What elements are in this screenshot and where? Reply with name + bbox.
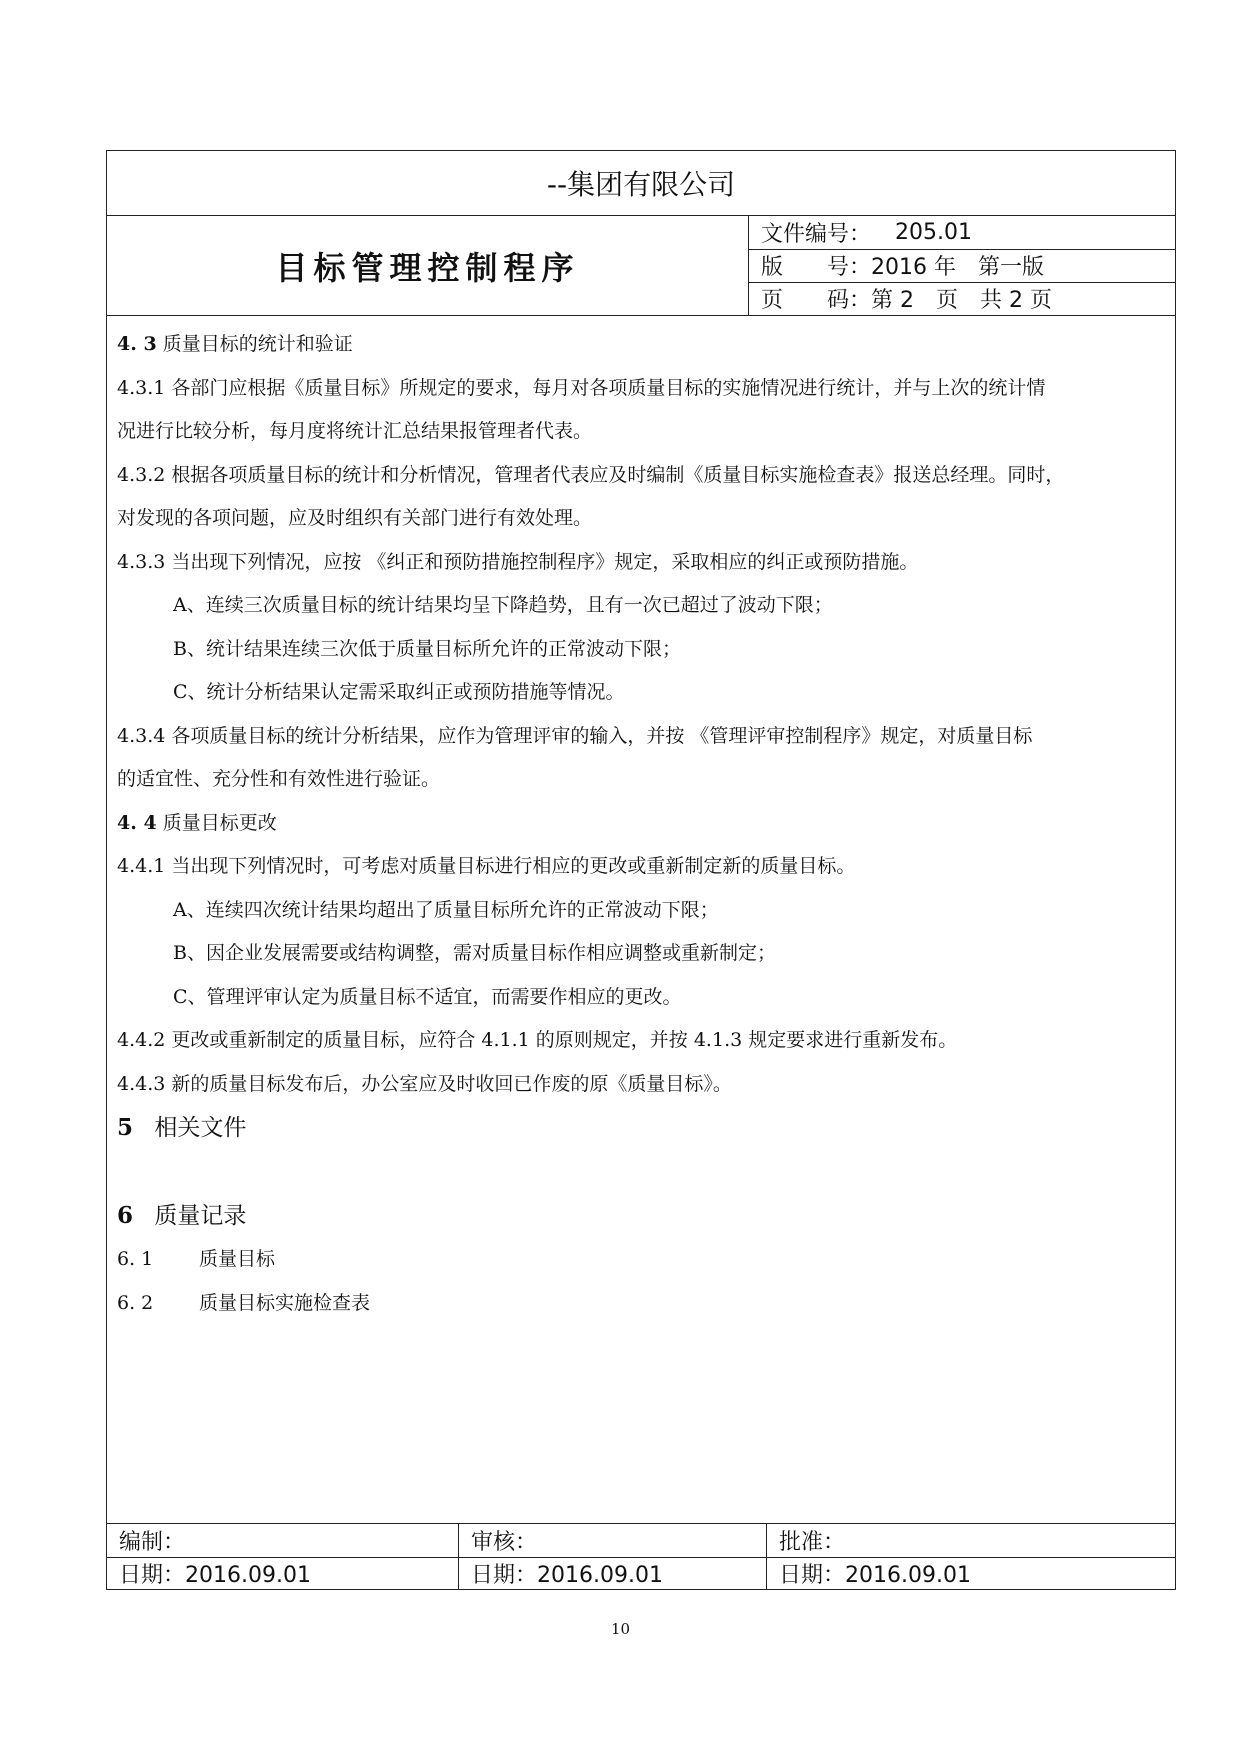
section-number: 5 bbox=[117, 1114, 134, 1141]
approved-date: 日期：2016.09.01 bbox=[779, 1562, 971, 1588]
signature-table bbox=[107, 1523, 1175, 1589]
list-item: B、统计结果连续三次低于质量目标所允许的正常波动下限； bbox=[173, 637, 681, 660]
prepared-date: 日期：2016.09.01 bbox=[107, 1558, 459, 1590]
section-title: 质量目标的统计和验证 bbox=[162, 333, 353, 355]
doc-meta bbox=[749, 216, 1175, 315]
paragraph: 的适宜性、充分性和有效性进行验证。 bbox=[117, 768, 441, 790]
list-item: A、连续三次质量目标的统计结果均呈下降趋势，且有一次已超过了波动下限； bbox=[173, 594, 833, 616]
record-item bbox=[117, 1282, 1165, 1326]
section-title: 质量记录 bbox=[154, 1203, 247, 1229]
record-title: 质量目标实施检查表 bbox=[199, 1291, 371, 1314]
record-number: 6. 1 bbox=[117, 1248, 154, 1270]
spacer bbox=[117, 1150, 1165, 1194]
paragraph: 4.4.2 更改或重新制定的质量目标，应符合 4.1.1 的原则规定，并按 4.1.3 规定要求进行重新发布。 bbox=[117, 1029, 958, 1051]
list-item: B、因企业发展需要或结构调整，需对质量目标作相应调整或重新制定； bbox=[173, 942, 776, 964]
list-item: C、管理评审认定为质量目标不适宜，而需要作相应的更改。 bbox=[173, 985, 682, 1008]
page-value: 第 2 页 共 2 页 bbox=[871, 288, 1052, 314]
section-title: 质量目标更改 bbox=[162, 811, 277, 834]
section-number: 6 bbox=[117, 1202, 134, 1229]
page-row bbox=[749, 282, 1175, 315]
record-item bbox=[117, 1238, 1165, 1282]
document-title: 目标管理控制程序 bbox=[107, 216, 749, 315]
list-item: A、连续四次统计结果均超出了质量目标所允许的正常波动下限； bbox=[173, 898, 719, 921]
paragraph: 4.4.1 当出现下列情况时，可考虑对质量目标进行相应的更改或重新制定新的质量目标。 bbox=[117, 855, 856, 877]
section-number: 4. 4 bbox=[117, 811, 157, 834]
section-title: 相关文件 bbox=[154, 1115, 247, 1141]
file-number-label: 文件编号： bbox=[761, 221, 872, 247]
page-label: 页 码： bbox=[761, 288, 872, 314]
file-number-value: 205.01 bbox=[895, 219, 972, 245]
file-number-row bbox=[749, 216, 1175, 249]
company-name: --集团有限公司 bbox=[107, 151, 1175, 216]
paragraph: 况进行比较分析，每月度将统计汇总结果报管理者代表。 bbox=[117, 420, 593, 442]
document-frame bbox=[106, 150, 1176, 1590]
date-row bbox=[107, 1557, 1175, 1590]
paragraph: 对发现的各项问题，应及时组织有关部门进行有效处理。 bbox=[117, 507, 593, 529]
paragraph: 4.3.2 根据各项质量目标的统计和分析情况，管理者代表应及时编制《质量目标实施检查表》报送总经理。同时， bbox=[117, 463, 1065, 486]
prepared-by-label: 编制： bbox=[107, 1524, 459, 1557]
reviewed-by-label: 审核： bbox=[459, 1524, 767, 1557]
version-label: 版 号： bbox=[761, 255, 872, 281]
paragraph: 4.3.1 各部门应根据《质量目标》所规定的要求，每月对各项质量目标的实施情况进行统计，并与上次的统计情 bbox=[117, 376, 1046, 399]
approved-by-label: 批准： bbox=[779, 1529, 846, 1555]
document-body bbox=[117, 323, 1165, 1463]
section-heading bbox=[117, 323, 1165, 367]
doc-header bbox=[107, 216, 1175, 316]
version-row bbox=[749, 249, 1175, 282]
list-item: C、统计分析结果认定需采取纠正或预防措施等情况。 bbox=[173, 681, 625, 703]
record-title: 质量目标 bbox=[199, 1248, 276, 1270]
paragraph: 4.4.3 新的质量目标发布后，办公室应及时收回已作废的原《质量目标》。 bbox=[117, 1072, 732, 1095]
section-heading bbox=[117, 1194, 1165, 1238]
section-number: 4. 3 bbox=[117, 333, 157, 355]
reviewed-date: 日期：2016.09.01 bbox=[459, 1558, 767, 1590]
paragraph: 4.3.3 当出现下列情况，应按 《纠正和预防措施控制程序》规定，采取相应的纠正或预防措施。 bbox=[117, 550, 919, 573]
section-heading bbox=[117, 802, 1165, 846]
section-heading bbox=[117, 1106, 1165, 1150]
paragraph: 4.3.4 各项质量目标的统计分析结果，应作为管理评审的输入，并按 《管理评审控制程序》规定，对质量目标 bbox=[117, 724, 1033, 747]
page-number: 10 bbox=[610, 1620, 631, 1638]
record-number: 6. 2 bbox=[117, 1291, 154, 1314]
signature-row bbox=[107, 1524, 1175, 1557]
version-value: 2016 年 第一版 bbox=[871, 255, 1044, 281]
